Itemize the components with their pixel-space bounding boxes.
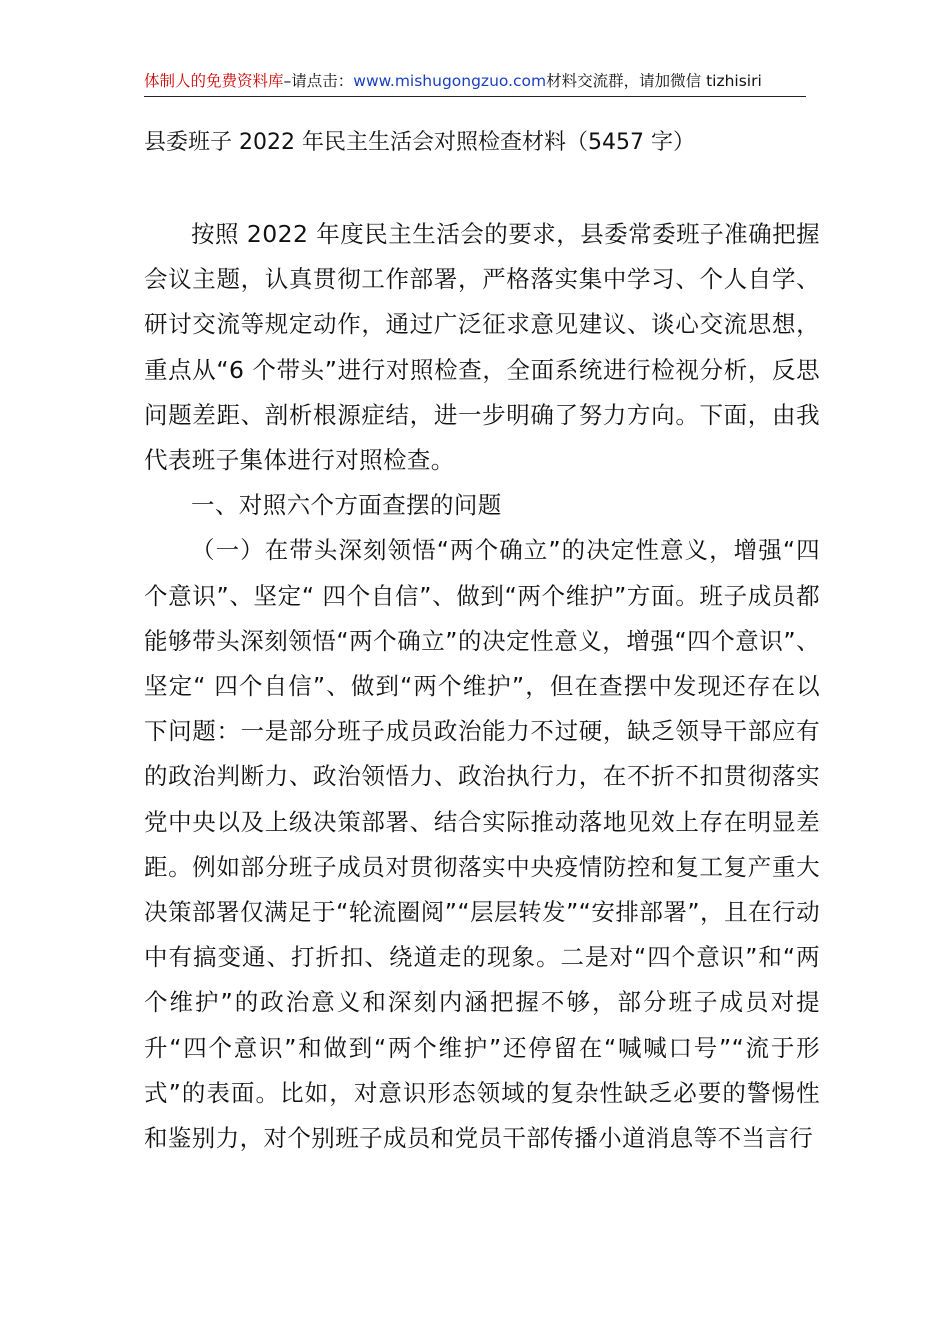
document-body — [144, 212, 820, 1161]
document-title: 县委班子 2022 年民主生活会对照检查材料（5457 字） — [144, 130, 695, 155]
section-one-paragraph: （一）在带头深刻领悟“两个确立”的决定性意义，增强“四个意识”、坚定“ 四个自信”、做到“两个维护”方面。班子成员都能够带头深刻领悟“两个确立”的决定性意义，增强“四个意识”、坚定“ 四个自信”、做到“两个维护”，但在查摆中发现还存在以下问题：一是部分班子成员政治能力不过硬，缺乏领导干部应有的政治判断力、政治领悟力、政治执行力，在不折不扣贯彻落实党中央以及上级决策部署、结合实际推动落地见效上存在明显差距。例如部分班子成员对贯彻落实中央疫情防控和复工复产重大决策部署仅满足于“轮流圈阅”“层层转发”“安排部署”，且在行动中有搞变通、打折扣、绕道走的现象。二是对“四个意识”和“两个维护”的政治意义和深刻内涵把握不够，部分班子成员对提升“四个意识”和做到“两个维护”还停留在“喊喊口号”“流于形式”的表面。比如，对意识形态领域的复杂性缺乏必要的警惕性和鉴别力，对个别班子成员和党员干部传播小道消息等不当言行 — [144, 536, 820, 1153]
header-website-link[interactable]: www.mishugongzuo.com — [353, 72, 547, 90]
header-brand: 体制人的免费资料库 — [144, 72, 284, 90]
header-prompt: –请点击： — [283, 72, 354, 90]
section-heading: 一、对照六个方面查摆的问题 — [191, 491, 502, 520]
page-header — [144, 66, 806, 97]
header-contact-text: 材料交流群，请加微信 tizhisiri — [546, 72, 762, 90]
intro-paragraph: 按照 2022 年度民主生活会的要求，县委常委班子准确把握会议主题，认真贯彻工作部署，严格落实集中学习、个人自学、研讨交流等规定动作，通过广泛征求意见建议、谈心交流思想，重点从“6 个带头”进行对照检查，全面系统进行检视分析，反思问题差距、剖析根源症结，进一步明确了努力方向。下面，由我代表班子集体进行对照检查。 — [144, 220, 820, 475]
